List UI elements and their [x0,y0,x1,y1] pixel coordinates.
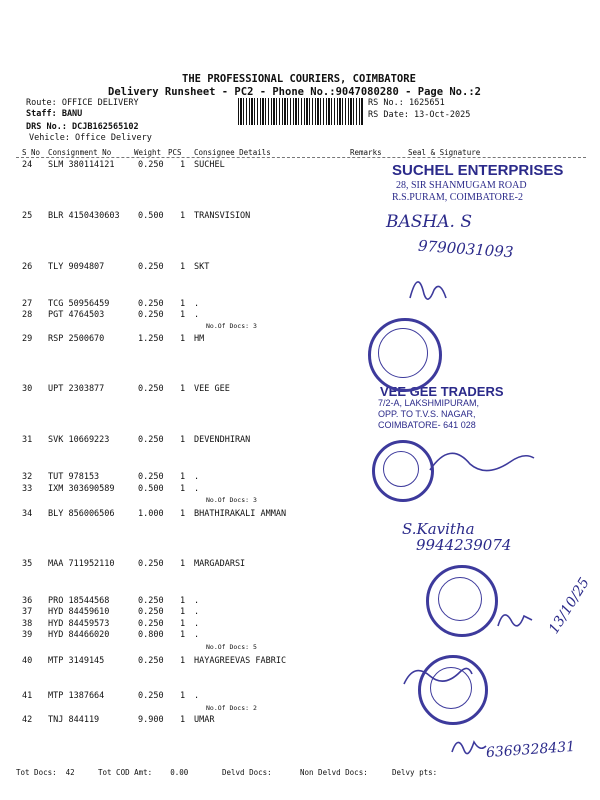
round-seal-inner [430,667,472,709]
row-wt: 0.500 [138,484,164,494]
row-sno: 38 [22,619,33,629]
row-pcs: 1 [180,384,186,394]
row-cn: SLM 380114121 [48,160,115,170]
row-pcs: 1 [180,630,186,640]
row-pcs: 1 [180,435,186,445]
row-pcs: 1 [180,299,186,309]
row-pcs: 1 [180,559,186,569]
row-sno: 32 [22,472,33,482]
row-wt: 0.250 [138,384,164,394]
row-consignee: SKT [194,262,210,272]
row-cn: BLY 856006506 [48,509,115,519]
row-cn: IXM 303690589 [48,484,115,494]
suchel-stamp-addr: 28, SIR SHANMUGAM ROAD [396,180,527,191]
round-seal-inner [438,577,482,621]
row-sno: 42 [22,715,33,725]
barcode-image [238,98,364,125]
row-pcs: 1 [180,691,186,701]
row-wt: 9.900 [138,715,164,725]
row-consignee: UMAR [194,715,215,725]
row-consignee: MARGADARSI [194,559,246,569]
row-sno: 28 [22,310,33,320]
col-remarks: Remarks [350,148,382,157]
row-pcs: 1 [180,211,186,221]
vehicle-label: Vehicle: Office Delivery [29,133,152,143]
row-pcs: 1 [180,619,186,629]
row-cn: MTP 1387664 [48,691,105,701]
row-cn: PGT 4764503 [48,310,105,320]
row-sno: 24 [22,160,33,170]
row-sno: 26 [22,262,33,272]
row-consignee: HM [194,334,205,344]
row-sno: 33 [22,484,33,494]
row-pcs: 1 [180,262,186,272]
rs-date: RS Date: 13-Oct-2025 [368,110,471,120]
staff-label: Staff: BANU [26,109,83,119]
row-consignee: . [194,472,200,482]
row-sno: 30 [22,384,33,394]
col-consignee: Consignee Details [194,148,271,157]
row-consignee: SUCHEL [194,160,225,170]
suchel-stamp-addr: R.S.PURAM, COIMBATORE-2 [392,192,523,203]
row-pcs: 1 [180,160,186,170]
row-cn: MAA 711952110 [48,559,115,569]
row-pcs: 1 [180,656,186,666]
row-wt: 0.800 [138,630,164,640]
total-cod-amount: Tot COD Amt: 0.00 [98,768,189,777]
row-wt: 0.250 [138,656,164,666]
veegee-stamp-addr: COIMBATORE- 641 028 [378,420,476,430]
suchel-stamp-name: SUCHEL ENTERPRISES [392,162,564,179]
row-pcs: 1 [180,607,186,617]
col-pcs: PCS [168,148,182,157]
company-title: THE PROFESSIONAL COURIERS, COIMBATORE [182,73,416,85]
row-wt: 0.250 [138,472,164,482]
handwritten-phone: 9790031093 [417,236,514,262]
row-sno: 37 [22,607,33,617]
row-sno: 34 [22,509,33,519]
row-wt: 0.250 [138,160,164,170]
row-wt: 0.250 [138,262,164,272]
handwritten-date: 13/10/25 [545,575,593,637]
row-consignee: HAYAGREEVAS FABRIC [194,656,287,666]
veegee-stamp-name: VEE GEE TRADERS [380,384,504,399]
row-pcs: 1 [180,596,186,606]
row-wt: 0.500 [138,211,164,221]
col-weight: Weight [134,148,162,157]
row-cn: MTP 3149145 [48,656,105,666]
delivery-points: Delvy pts: [392,768,438,777]
docs-note: No.Of Docs: 5 [206,643,257,651]
row-cn: TNJ 844119 [48,715,100,725]
row-consignee: . [194,484,200,494]
row-wt: 0.250 [138,299,164,309]
row-sno: 39 [22,630,33,640]
row-wt: 0.250 [138,310,164,320]
row-wt: 0.250 [138,691,164,701]
row-consignee: . [194,299,200,309]
row-consignee: . [194,630,200,640]
row-sno: 41 [22,691,33,701]
drs-number: DRS No.: DCJB162565102 [26,122,139,132]
non-delivered-docs: Non Delvd Docs: [300,768,368,777]
col-seal: Seal & Signature [408,148,481,157]
row-wt: 1.250 [138,334,164,344]
row-consignee: VEE GEE [194,384,230,394]
signature-scribble [498,615,532,626]
row-wt: 0.250 [138,596,164,606]
header-divider [16,157,586,158]
row-cn: TLY 9094807 [48,262,105,272]
row-pcs: 1 [180,715,186,725]
row-cn: HYD 84459573 [48,619,110,629]
row-cn: TUT 978153 [48,472,100,482]
row-cn: PRO 18544568 [48,596,110,606]
row-pcs: 1 [180,484,186,494]
row-consignee: . [194,619,200,629]
row-sno: 40 [22,656,33,666]
row-cn: RSP 2500670 [48,334,105,344]
total-docs: Tot Docs: 42 [16,768,75,777]
row-sno: 35 [22,559,33,569]
row-pcs: 1 [180,334,186,344]
handwritten-name: BASHA. S [386,212,472,232]
veegee-stamp-addr: OPP. TO T.V.S. NAGAR, [378,409,476,419]
docs-note: No.Of Docs: 3 [206,496,257,504]
row-cn: UPT 2303877 [48,384,105,394]
docs-note: No.Of Docs: 2 [206,704,257,712]
row-pcs: 1 [180,509,186,519]
col-consignment: Consignment No [48,148,112,157]
row-sno: 29 [22,334,33,344]
row-cn: HYD 84466020 [48,630,110,640]
row-consignee: . [194,310,200,320]
row-wt: 0.250 [138,607,164,617]
round-seal-inner [378,328,428,378]
handwritten-phone: 6369328431 [485,738,576,762]
row-sno: 27 [22,299,33,309]
row-sno: 36 [22,596,33,606]
col-sno: S No [22,148,41,157]
row-cn: TCG 50956459 [48,299,110,309]
runsheet-title: Delivery Runsheet - PC2 - Phone No.:9047080280 - Page No.:2 [108,86,481,98]
row-wt: 0.250 [138,619,164,629]
veegee-stamp-addr: 7/2-A, LAKSHMIPURAM, [378,398,480,408]
row-consignee: . [194,596,200,606]
row-wt: 0.250 [138,435,164,445]
signature-scribble [430,453,534,470]
rs-number: RS No.: 1625651 [368,98,445,108]
handwritten-phone: 9944239074 [416,536,512,554]
row-sno: 31 [22,435,33,445]
row-consignee: BHATHIRAKALI AMMAN [194,509,287,519]
row-consignee: DEVENDHIRAN [194,435,251,445]
row-cn: SVK 10669223 [48,435,110,445]
row-sno: 25 [22,211,33,221]
row-wt: 0.250 [138,559,164,569]
handwritten-name: S.Kavitha [402,520,475,538]
row-cn: BLR 4150430603 [48,211,120,221]
round-seal-inner [383,451,419,487]
row-consignee: . [194,691,200,701]
row-consignee: . [194,607,200,617]
delivered-docs: Delvd Docs: [222,768,272,777]
row-pcs: 1 [180,472,186,482]
row-consignee: TRANSVISION [194,211,251,221]
row-cn: HYD 84459610 [48,607,110,617]
row-wt: 1.000 [138,509,164,519]
signature-scribble [452,742,486,754]
docs-note: No.Of Docs: 3 [206,322,257,330]
signature-scribble [410,282,446,299]
route-label: Route: OFFICE DELIVERY [26,98,139,108]
row-pcs: 1 [180,310,186,320]
